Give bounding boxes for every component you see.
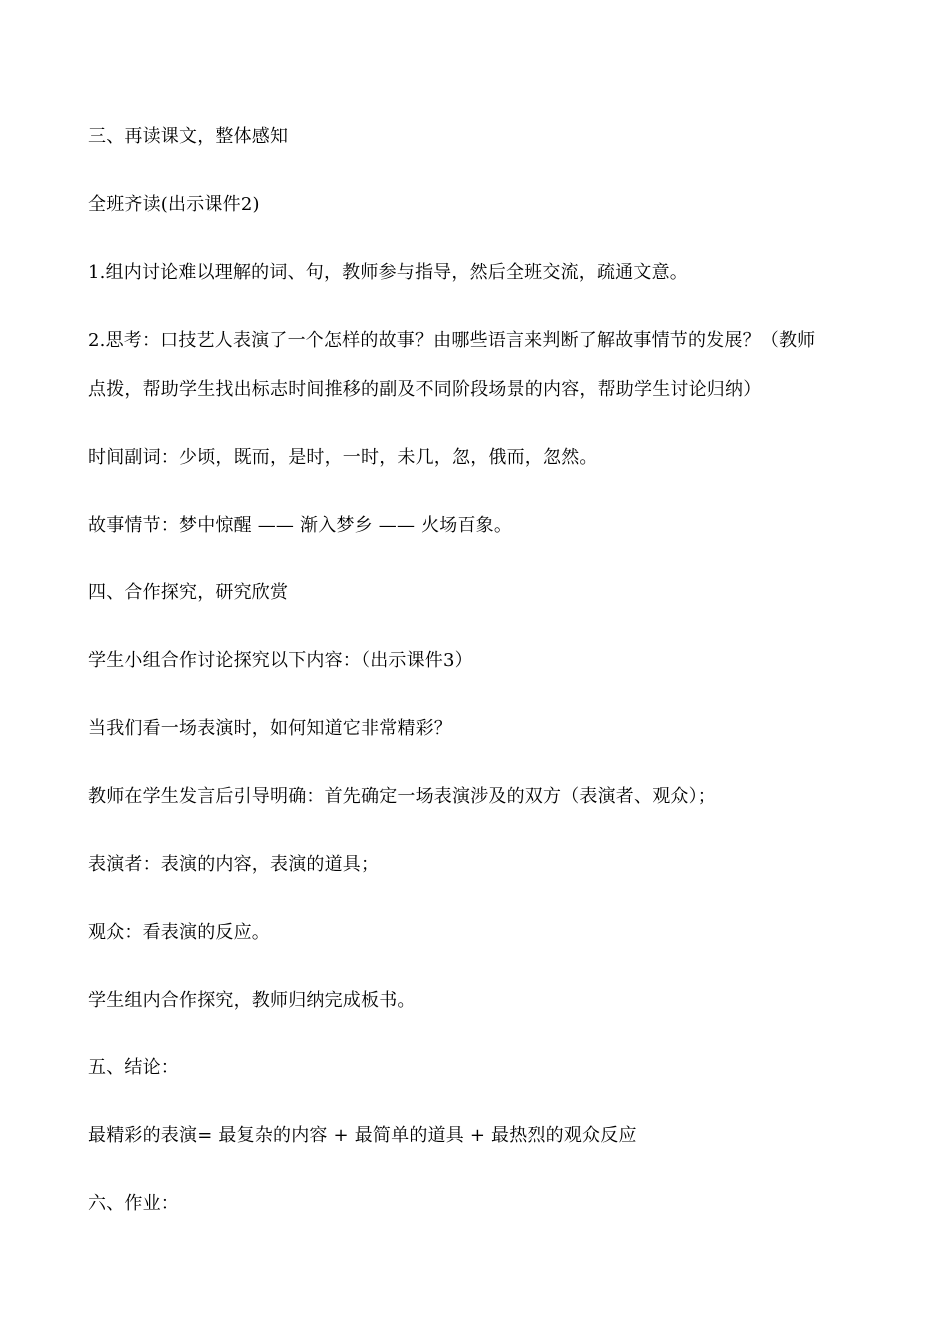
section-heading-4: 四、合作探究，研究欣赏 [88, 582, 289, 603]
paragraph-class-reading: 全班齐读(出示课件2) [88, 194, 260, 215]
paragraph-time-adverbs: 时间副词：少顷，既而，是时，一时，未几，忽，俄而，忽然。 [88, 447, 598, 468]
section-heading-6: 六、作业： [88, 1193, 179, 1214]
paragraph-teacher-guidance: 教师在学生发言后引导明确：首先确定一场表演涉及的双方（表演者、观众）； [88, 786, 716, 807]
paragraph-board-writing: 学生组内合作探究，教师归纳完成板书。 [88, 990, 416, 1011]
paragraph-item-1: 1.组内讨论难以理解的词、句，教师参与指导，然后全班交流，疏通文意。 [88, 262, 688, 283]
paragraph-item-2-line-1: 2.思考：口技艺人表演了一个怎样的故事？由哪些语言来判断了解故事情节的发展？（教师 [88, 330, 816, 351]
paragraph-group-discussion: 学生小组合作讨论探究以下内容：（出示课件3） [88, 650, 473, 671]
paragraph-story-plot: 故事情节：梦中惊醒 —— 渐入梦乡 —— 火场百象。 [88, 515, 513, 536]
paragraph-performer: 表演者：表演的内容，表演的道具； [88, 854, 380, 875]
section-heading-3: 三、再读课文，整体感知 [88, 126, 289, 147]
section-heading-5: 五、结论： [88, 1057, 179, 1078]
paragraph-item-2-line-2: 点拨，帮助学生找出标志时间推移的副及不同阶段场景的内容，帮助学生讨论归纳） [88, 379, 762, 400]
paragraph-conclusion: 最精彩的表演= 最复杂的内容 + 最简单的道具 + 最热烈的观众反应 [88, 1125, 637, 1146]
paragraph-question: 当我们看一场表演时，如何知道它非常精彩？ [88, 718, 452, 739]
paragraph-audience: 观众：看表演的反应。 [88, 922, 270, 943]
